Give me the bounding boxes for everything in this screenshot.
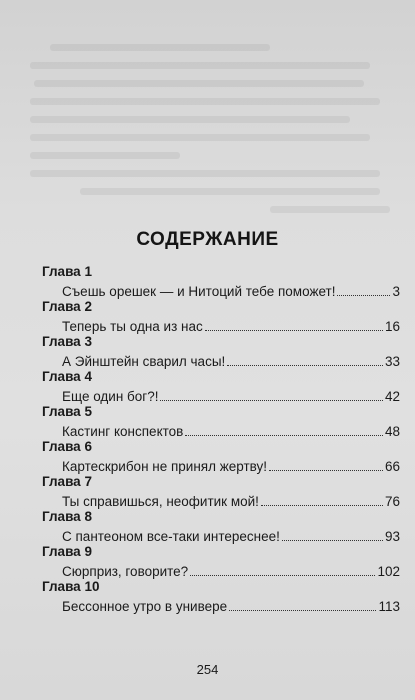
chapter-label-3: Глава 3 bbox=[42, 334, 92, 349]
entry-title: Теперь ты одна из нас bbox=[62, 319, 203, 334]
toc-entry-9[interactable] bbox=[36, 561, 400, 580]
bleed-through-text bbox=[20, 6, 405, 236]
toc-entry-1[interactable] bbox=[36, 281, 400, 300]
dot-leader bbox=[190, 575, 375, 576]
toc-heading: СОДЕРЖАНИЕ bbox=[136, 229, 279, 250]
entry-title: Еще один бог?! bbox=[62, 389, 159, 404]
entry-title: А Эйнштейн сварил часы! bbox=[62, 354, 226, 369]
entry-page: 102 bbox=[377, 564, 400, 579]
toc-entry-5[interactable] bbox=[36, 421, 400, 440]
toc-entry-6[interactable] bbox=[36, 456, 400, 475]
entry-page: 66 bbox=[384, 459, 400, 474]
dot-leader bbox=[337, 295, 390, 296]
chapter-label-4: Глава 4 bbox=[42, 369, 92, 384]
entry-title: Кастинг конспектов bbox=[62, 424, 184, 439]
toc-entry-4[interactable] bbox=[36, 386, 400, 405]
dot-leader bbox=[160, 400, 382, 401]
entry-page: 42 bbox=[384, 389, 400, 404]
dot-leader bbox=[261, 505, 383, 506]
entry-page: 33 bbox=[384, 354, 400, 369]
page-number: 254 bbox=[196, 662, 219, 677]
chapter-label-7: Глава 7 bbox=[42, 474, 92, 489]
table-of-contents bbox=[36, 265, 400, 615]
chapter-label-8: Глава 8 bbox=[42, 509, 92, 524]
entry-page: 3 bbox=[392, 284, 400, 299]
dot-leader bbox=[185, 435, 383, 436]
toc-entry-10[interactable] bbox=[36, 596, 400, 615]
entry-title: С пантеоном все-таки интереснее! bbox=[62, 529, 280, 544]
entry-title: Ты справишься, неофитик мой! bbox=[62, 494, 259, 509]
dot-leader bbox=[269, 470, 383, 471]
entry-title: Съешь орешек — и Нитоций тебе поможет! bbox=[62, 284, 336, 299]
entry-page: 113 bbox=[378, 599, 400, 614]
entry-page: 48 bbox=[384, 424, 400, 439]
toc-entry-7[interactable] bbox=[36, 491, 400, 510]
chapter-label-1: Глава 1 bbox=[42, 264, 92, 279]
chapter-label-2: Глава 2 bbox=[42, 299, 92, 314]
chapter-label-6: Глава 6 bbox=[42, 439, 92, 454]
toc-entry-8[interactable] bbox=[36, 526, 400, 545]
entry-page: 76 bbox=[384, 494, 400, 509]
chapter-label-10: Глава 10 bbox=[42, 579, 100, 594]
chapter-label-5: Глава 5 bbox=[42, 404, 92, 419]
chapter-label-9: Глава 9 bbox=[42, 544, 92, 559]
entry-title: Сюрприз, говорите? bbox=[62, 564, 189, 579]
dot-leader bbox=[282, 540, 383, 541]
entry-title: Картескрибон не принял жертву! bbox=[62, 459, 268, 474]
toc-entry-2[interactable] bbox=[36, 316, 400, 335]
dot-leader bbox=[227, 365, 383, 366]
entry-page: 16 bbox=[384, 319, 400, 334]
dot-leader bbox=[205, 330, 383, 331]
toc-entry-3[interactable] bbox=[36, 351, 400, 370]
entry-page: 93 bbox=[384, 529, 400, 544]
dot-leader bbox=[229, 610, 376, 611]
entry-title: Бессонное утро в универе bbox=[62, 599, 228, 614]
